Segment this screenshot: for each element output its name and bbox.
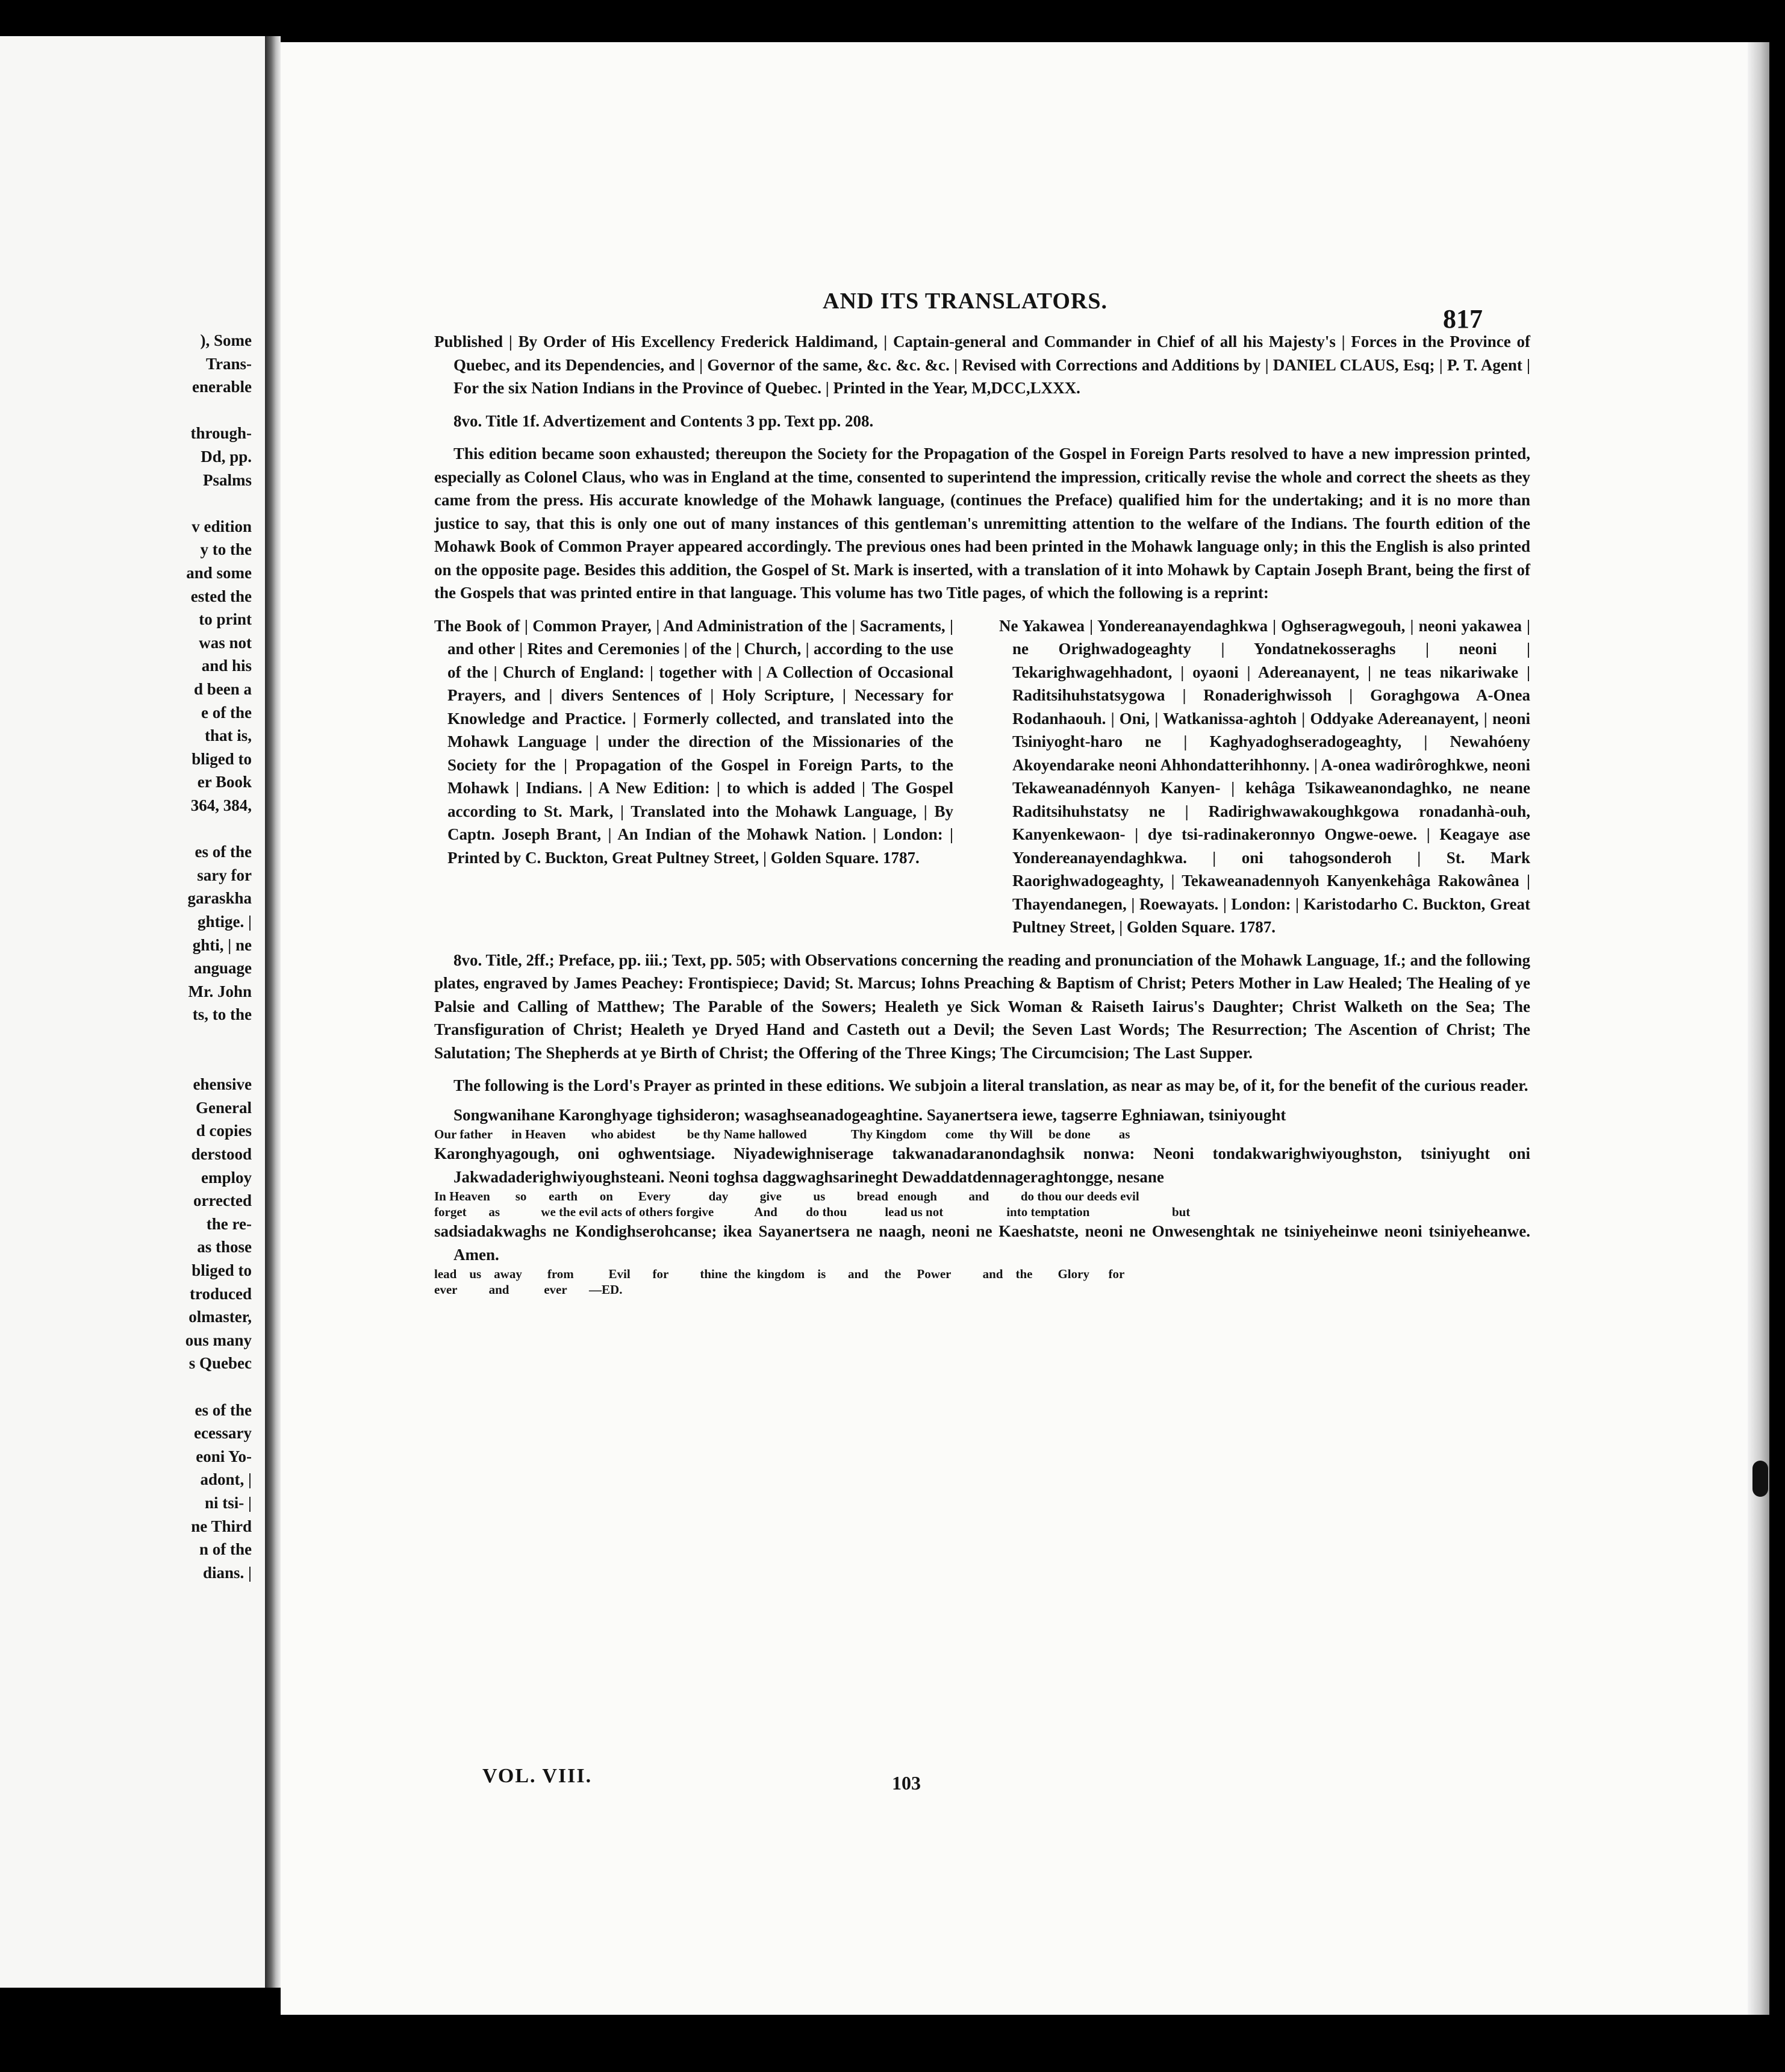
facing-page-line: er Book <box>197 773 252 791</box>
volume-signature: VOL. VIII. <box>482 1765 593 1787</box>
facing-page-line: troduced <box>189 1284 252 1303</box>
facing-page-line: es of the <box>195 843 252 861</box>
prayer-mohawk-line: Karonghyagough, oni oghwentsiage. Niyadewighniserage takwanadaranondaghsik nonwa: Neoni tondakwarighwiyoughston, tsiniyught oni Jakwadaderighwiyoughsteani. Neoni toghsa daggwaghsarineght Dewaddatdennageraghtongge, nesane <box>434 1144 1530 1186</box>
facing-page-line: the re- <box>206 1214 252 1233</box>
facing-page-line: sary for <box>197 866 252 884</box>
page-clip <box>1752 1461 1768 1497</box>
facing-page-line: employ <box>201 1168 252 1187</box>
prayer-gloss-line: In Heaven so earth on Every day give us bread enough and do thou our deeds evil forget as we the evil acts of others forgive And do thou lead us not into temptation but <box>434 1189 1191 1219</box>
facing-page-line: derstood <box>191 1145 252 1163</box>
facing-page-line: ts, to the <box>192 1005 252 1024</box>
gathering-signature: 103 <box>892 1772 921 1794</box>
facing-page-line: enerable <box>192 378 252 396</box>
facing-page-line: as those <box>197 1238 252 1256</box>
facing-page-line: to print <box>199 610 252 629</box>
facing-page-line: garaskha <box>187 889 252 908</box>
facing-page-line: ghti, | ne <box>192 935 252 954</box>
running-head: AND ITS TRANSLATORS. <box>823 289 1107 314</box>
page-edge-shadow <box>1748 42 1769 2015</box>
facing-page-line: ehensive <box>193 1075 252 1094</box>
facing-page-line: adont, | <box>200 1470 252 1489</box>
facing-page-line: and his <box>201 657 252 675</box>
facing-page-line: s Quebec <box>188 1354 252 1373</box>
title-1780: Published | By Order of His Excellency Frederick Haldimand, | Captain-general and Commander in Chief of all his Majesty's | Forces in the Province of Quebec, and its Dependencies, and | Governor of the same, &c. &c. &c. | Revised with Corrections and Additions by | DANIEL CLAUS, Esq; | P. T. Agent | For the six Nation Indians in the Province of Quebec. | Printed in the Year, M,DCC,LXXX. <box>434 332 1530 397</box>
facing-page-line: was not <box>199 633 252 652</box>
title-page-columns <box>434 614 1530 939</box>
facing-page-line: orrected <box>193 1191 252 1210</box>
facing-page-line: ni tsi- | <box>205 1494 252 1512</box>
facing-page-line: d copies <box>196 1122 252 1140</box>
facing-page-line: d been a <box>193 680 252 698</box>
facing-page-line: ested the <box>190 587 252 605</box>
facing-page-line: dians. | <box>203 1563 252 1582</box>
facing-page-line: es of the <box>195 1400 252 1419</box>
title-page-english: The Book of | Common Prayer, | And Administration of the | Sacraments, | and other | Rites and Ceremonies | of the | Church, | according to the use of the | Church of England: | together with | A Collection of Occasional Prayers, and | divers Sentences of | Holy Scripture, | Necessary for Knowledge and Practice. | Formerly collected, and translated into the Mohawk Language | under the direction of the Missionaries of the Society for the | Propagation of the Gospel in Foreign Parts, to the Mohawk | Indians. | A New Edition: | to which is added | The Gospel according to St. Mark, | Translated into the Mohawk Language, | By Captn. Joseph Brant, | An Indian of the Mohawk Nation. | London: | Printed by C. Buckton, Great Pultney Street, | Golden Square. 1787. <box>434 616 953 867</box>
facing-page-line: Dd, pp. <box>201 448 252 466</box>
facing-page-line: and some <box>186 564 252 582</box>
narrative-paragraph: This edition became soon exhausted; thereupon the Society for the Propagation of the Gospel in Foreign Parts resolved to have a new impression printed, especially as Colonel Claus, who was in England at the time, consented to superintend the impression, critically revise the whole and correct the sheets as they came from the press. His accurate knowledge of the Mohawk language, (continues the Preface) qualified him for the undertaking; and it is no more than justice to say, that this is only one out of many instances of this gentleman's unremitting attention to the welfare of the Indians. The fourth edition of the Mohawk Book of Common Prayer appeared accordingly. The previous ones had been printed in the Mohawk language only; in this the English is also printed on the opposite page. Besides this addition, the Gospel of St. Mark is inserted, with a translation of it into Mohawk by Captain Joseph Brant, being the first of the Gospels that was printed entire in that language. This volume has two Title pages, of which the following is a reprint: <box>434 445 1530 602</box>
lords-prayer <box>434 1103 1530 1298</box>
facing-page-line: General <box>196 1098 252 1117</box>
facing-page-line: ghtige. | <box>198 913 252 931</box>
facing-page-line: bliged to <box>192 1261 252 1279</box>
prayer-mohawk-line: sadsiadakwaghs ne Kondighserohcanse; ikea Sayanertsera ne naagh, neoni ne Kaeshatste, neoni ne Onwesenghtak ne tsiniyeheinwe neoni tsiniyeheanwe. Amen. <box>434 1222 1530 1264</box>
page-number: 817 <box>1443 304 1483 334</box>
facing-page-line: through- <box>190 424 252 443</box>
facing-page-line: Psalms <box>203 470 252 489</box>
facing-page-line: that is, <box>204 726 252 745</box>
facing-page-line: bliged to <box>192 749 252 768</box>
page-body <box>434 330 1530 1297</box>
facing-page-line: n of the <box>199 1540 252 1559</box>
title-page-mohawk: Ne Yakawea | Yondereanayendaghkwa | Oghseragwegouh, | neoni yakawea | ne Orighwadogeaghty | Yondatnekosseraghs | neoni | Tekarighwagehhadont, | oyaoni | Adereanayent, | ne teas nikariwake | Raditsihuhstatsygowa | Ronaderighwissoh | Goraghgowa A-Onea Rodanhaouh. | Oni, | Watkanissa-aghtoh | Oddyake Adereanayent, | neoni Tsiniyoght-haro ne | Kaghyadoghseradogeaghty, | Newahóeny Akoyendarake neoni Ahhondatterihhonny. | A-onea wadirôroghkwe, neoni Tekaweanadénnyoh Kanyen- | kehâga Tsikaweanondaghko, ne neane Raditsihuhstatsy ne | Radirighwawakoughkgowa ronadanhà-ouh, Kanyenkewaon- | dye tsi-radinakeronnyo Ongwe-oewe. | Keagaye ase Yondereanayendaghkwa. | oni tahogsonderoh | St. Mark Raorighwadogeaghty, | Tekaweanadennyoh Kanyenkehâga Rakowânea | Thayendanegen, | Roewayats. | London: | Karistodarho C. Buckton, Great Pultney Street, | Golden Square. 1787. <box>999 616 1530 936</box>
collation-1787: 8vo. Title, 2ff.; Preface, pp. iii.; Text, pp. 505; with Observations concerning the reading and pronunciation of the Mohawk Language, 1f.; and the following plates, engraved by James Peachey: Frontispiece; David; St. Marcus; Iohns Preaching & Baptism of Christ; Peters Mother in Law Healed; The Healing of ye Palsie and Calling of Matthew; The Parable of the Sowers; Healeth ye Sick Woman & Raiseth Iairus's Daughter; Christ Walketh on the Sea; The Transfiguration of Christ; Healeth ye Dryed Hand and Casteth out a Devil; the Seven Last Words; The Resurrection; The Ascention of Christ; The Salutation; The Shepherds at ye Birth of Christ; the Offering of the Three Kings; The Circumcision; The Last Supper. <box>434 950 1530 1062</box>
page-817 <box>281 42 1769 2015</box>
book-gutter <box>265 36 281 1988</box>
facing-page-line: 364, 384, <box>190 796 252 814</box>
collation-1780: 8vo. Title 1f. Advertizement and Contents 3 pp. Text pp. 208. <box>453 411 874 430</box>
facing-page-left <box>0 36 265 1988</box>
facing-page-line: ne Third <box>191 1517 252 1535</box>
facing-page-line: olmaster, <box>188 1308 252 1326</box>
facing-page-line: eoni Yo- <box>196 1447 252 1465</box>
facing-page-line: v edition <box>192 517 252 535</box>
prayer-gloss-line: Our father in Heaven who abidest be thy Name hallowed Thy Kingdom come thy Will be done as <box>434 1127 1130 1141</box>
facing-page-line: y to the <box>200 540 252 559</box>
facing-page-line: e of the <box>201 703 252 722</box>
lords-prayer-intro: The following is the Lord's Prayer as printed in these editions. We subjoin a literal translation, as near as may be, of it, for the benefit of the curious reader. <box>453 1076 1528 1094</box>
prayer-mohawk-line: Songwanihane Karonghyage tighsideron; wasaghseanadogeaghtine. Sayanertsera iewe, tagserre Eghniawan, tsiniyought <box>453 1105 1286 1124</box>
prayer-gloss-line: lead us away from Evil for thine the kingdom is and the Power and the Glory for ever and ever —ED. <box>434 1267 1125 1297</box>
facing-page-line: Trans- <box>205 354 252 373</box>
facing-page-line: ), Some <box>200 331 252 349</box>
facing-page-line: ecessary <box>194 1424 252 1443</box>
facing-page-line: anguage <box>193 959 252 978</box>
facing-page-line: ous many <box>185 1331 252 1349</box>
facing-page-line: Mr. John <box>188 982 252 1000</box>
